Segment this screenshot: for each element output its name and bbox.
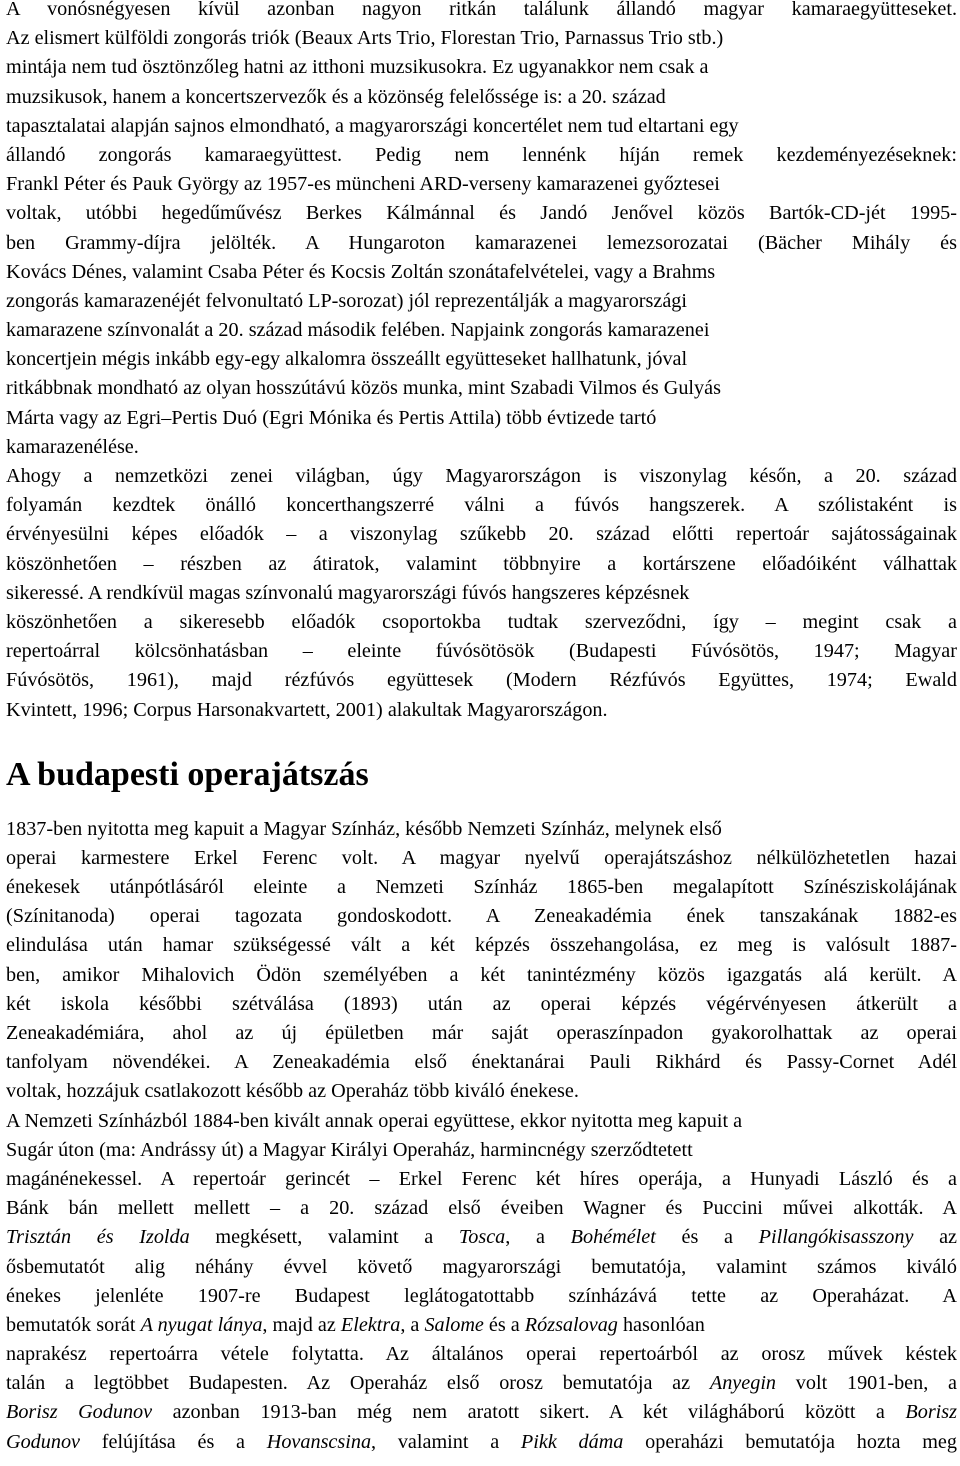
work-title: Rózsalovag [524, 1313, 618, 1336]
text-line: Zeneakadémiára, ahol az új épületben már saját operaszínpadon gyakorolhattak az operai [6, 1022, 957, 1044]
work-title: Trisztán és Izolda [6, 1226, 190, 1249]
text-line: mintája nem tud ösztönzőleg hatni az itthoni muzsikusokra. Ez ugyanakkor nem csak a [6, 56, 709, 79]
text-line: magánénekessel. A repertoár gerincét – Erkel Ferenc két híres operája, a Hunyadi László és a [6, 1167, 957, 1190]
text-line: ben Grammy-díjra jelölték. A Hungaroton kamarazenei lemezsorozatai (Bächer Mihály és [6, 231, 957, 254]
text-line: tapasztalatai alapján sajnos elmondható, a magyarországi koncertélet nem tud eltartani egy [6, 114, 739, 137]
text-run: volt 1901-ben, a [776, 1372, 957, 1395]
text-line: Fúvósötös, 1961), majd rézfúvós együttesek (Modern Rézfúvós Együttes, 1974; Ewald [6, 669, 957, 692]
text-line [6, 1340, 957, 1369]
work-title: Bohémélet [570, 1226, 656, 1249]
text-run: , majd az [262, 1313, 341, 1336]
text-line: A vonósnégyesen kívül azonban nagyon ritkán találunk állandó magyar kamaraegyütteseket. [6, 0, 957, 20]
text-line: folyamán kezdtek önálló koncerthangszerré válni a fúvós hangszerek. A szólistaként is [6, 494, 957, 517]
text-line: Frankl Péter és Pauk György az 1957-es müncheni ARD-verseny kamarazenei győztesei [6, 173, 720, 196]
text-line [6, 1428, 957, 1457]
text-line [6, 1253, 957, 1282]
work-title: Tosca [458, 1226, 506, 1249]
text-run: énekes jelenléte 1907-re Budapest leglátogatottabb színházává tette az Operaházat. A [6, 1284, 957, 1307]
text-line: voltak, hozzájuk csatlakozott később az Operaház több kiváló énekese. [6, 1080, 579, 1103]
text-run: , a [505, 1226, 571, 1249]
text-line: repertoárral kölcsönhatásban – eleinte fúvósötösök (Budapesti Fúvósötös, 1947; Magyar [6, 640, 957, 663]
work-title: Pillangókisasszony [758, 1226, 914, 1249]
text-line: (Színitanoda) operai tagozata gondoskodott. A Zeneakadémia ének tanszakának 1882-es [6, 905, 957, 928]
text-line [6, 1398, 957, 1427]
text-run: megkésett, valamint a [189, 1226, 459, 1249]
text-line: köszönhetően a sikeresebb előadók csoportokba tudtak szerveződni, így – megint csak a [6, 610, 957, 633]
text-line: Kvintett, 1996; Corpus Harsonakvartett, 2001) alakultak Magyarországon. [6, 698, 608, 721]
text-line [6, 1223, 957, 1252]
work-title: A nyugat lánya [140, 1313, 263, 1336]
text-run: operaházi bemutatója hozta meg [623, 1430, 957, 1453]
work-title: Salome [424, 1313, 484, 1336]
text-run: ősbemutatót alig néhány évvel követő magyarországi bemutatója, valamint számos kiváló [6, 1255, 957, 1278]
text-line: tanfolyam növendékei. A Zeneakadémia első énektanárai Pauli Rikhárd és Passy-Cornet Adél [6, 1051, 957, 1074]
text-run: talán a legtöbbet Budapesten. Az Operaház első orosz bemutatója az [6, 1372, 710, 1395]
text-line: köszönhetően – részben az átiratok, valamint többnyire a kortárszene előadóiként válhattak [6, 552, 957, 575]
text-run: és a [483, 1313, 525, 1336]
text-line: Sugár úton (ma: Andrássy út) a Magyar Királyi Operaház, harmincnégy szerződtetett [6, 1138, 693, 1161]
section-heading: A budapesti operajátszás [6, 755, 369, 793]
text-run: , a [400, 1313, 425, 1336]
text-run: naprakész repertoárra vétele folytatta. Az általános operai repertoárból az orosz művek késtek [6, 1343, 957, 1366]
text-line: elindulása után hamar szükségessé vált a két képzés összehangolása, ez meg is valósult 1887- [6, 934, 957, 957]
text-line [6, 1282, 957, 1311]
text-line: kamarazene színvonalát a 20. század második felében. Napjaink zongorás kamarazenei [6, 319, 710, 342]
work-title: Elektra [340, 1313, 401, 1336]
text-line: A Nemzeti Színházból 1884-ben kivált annak operai együttese, ekkor nyitotta meg kapuit a [6, 1109, 743, 1132]
text-line: muzsikusok, hanem a koncertszervezők és a közönség felelőssége is: a 20. század [6, 85, 666, 108]
text-line: Bánk bán mellett mellett – a 20. század első éveiben Wagner és Puccini művei alkották. A [6, 1197, 957, 1220]
text-line: Márta vagy az Egri–Pertis Duó (Egri Mónika és Pertis Attila) több évtizede tartó [6, 406, 657, 429]
work-title: Pikk dáma [520, 1430, 624, 1453]
work-title: Godunov [6, 1430, 81, 1453]
text-run: azonban 1913-ban még nem aratott sikert. A két világháború között a [152, 1401, 906, 1424]
work-title: Borisz Godunov [6, 1401, 153, 1424]
text-line: kamarazenélése. [6, 435, 139, 458]
text-line: ritkábbnak mondható az olyan hosszútávú közös munka, mint Szabadi Vilmos és Gulyás [6, 377, 721, 400]
text-run: az [913, 1226, 957, 1249]
text-line: 1837-ben nyitotta meg kapuit a Magyar Színház, később Nemzeti Színház, melynek első [6, 817, 722, 840]
text-line: zongorás kamarazenéjét felvonultató LP-sorozat) jól reprezentálják a magyarországi [6, 289, 688, 312]
text-line: Az elismert külföldi zongorás triók (Beaux Arts Trio, Florestan Trio, Parnassus Trio stb.) [6, 27, 724, 50]
text-line: koncertjein mégis inkább egy-egy alkalomra összeállt együtteseket hallhatunk, jóval [6, 348, 688, 371]
text-line: Kovács Dénes, valamint Csaba Péter és Kocsis Zoltán szonátafelvételei, vagy a Brahms [6, 260, 716, 283]
text-run: hasonlóan [617, 1313, 705, 1336]
text-run: , valamint a [371, 1430, 521, 1453]
text-line: állandó zongorás kamaraegyüttest. Pedig nem lennénk híján remek kezdeményezéseknek: [6, 143, 957, 166]
paragraph-opera-history [6, 815, 957, 1224]
text-line: Ahogy a nemzetközi zenei világban, úgy Magyarországon is viszonylag későn, a 20. század [6, 465, 957, 487]
work-title: Borisz [905, 1401, 957, 1424]
text-line: két iskola későbbi szétválása (1893) után az operai képzés végérvényesen átkerült a [6, 992, 957, 1015]
text-line: sikeressé. A rendkívül magas színvonalú magyarországi fúvós hangszeres képzésnek [6, 581, 690, 604]
paragraph-opera-repertoire [6, 1223, 957, 1457]
text-line [6, 1311, 957, 1340]
work-title: Anyegin [709, 1372, 777, 1395]
text-line: énekesek utánpótlásáról eleinte a Nemzeti Színház 1865-ben megalapított Színésziskolájának [6, 876, 957, 899]
text-line: operai karmestere Erkel Ferenc volt. A magyar nyelvű operajátszáshoz nélkülözhetetlen hazai [6, 846, 957, 869]
text-line: voltak, utóbbi hegedűművész Berkes Kálmánnal és Jandó Jenővel közös Bartók-CD-jét 1995- [6, 202, 957, 225]
text-run: bemutatók sorát [6, 1313, 141, 1336]
text-line: ben, amikor Mihalovich Ödön személyében a két tanintézmény közös igazgatás alá került. A [6, 963, 957, 986]
paragraph-chamber-music [6, 0, 957, 725]
text-run: felújítása és a [80, 1430, 267, 1453]
text-line: érvényesülni képes előadók – a viszonylag szűkebb 20. század előtti repertoár sajátosságainak [6, 523, 957, 546]
work-title: Hovanscsina [266, 1430, 372, 1453]
text-line [6, 1369, 957, 1398]
text-run: és a [655, 1226, 759, 1249]
